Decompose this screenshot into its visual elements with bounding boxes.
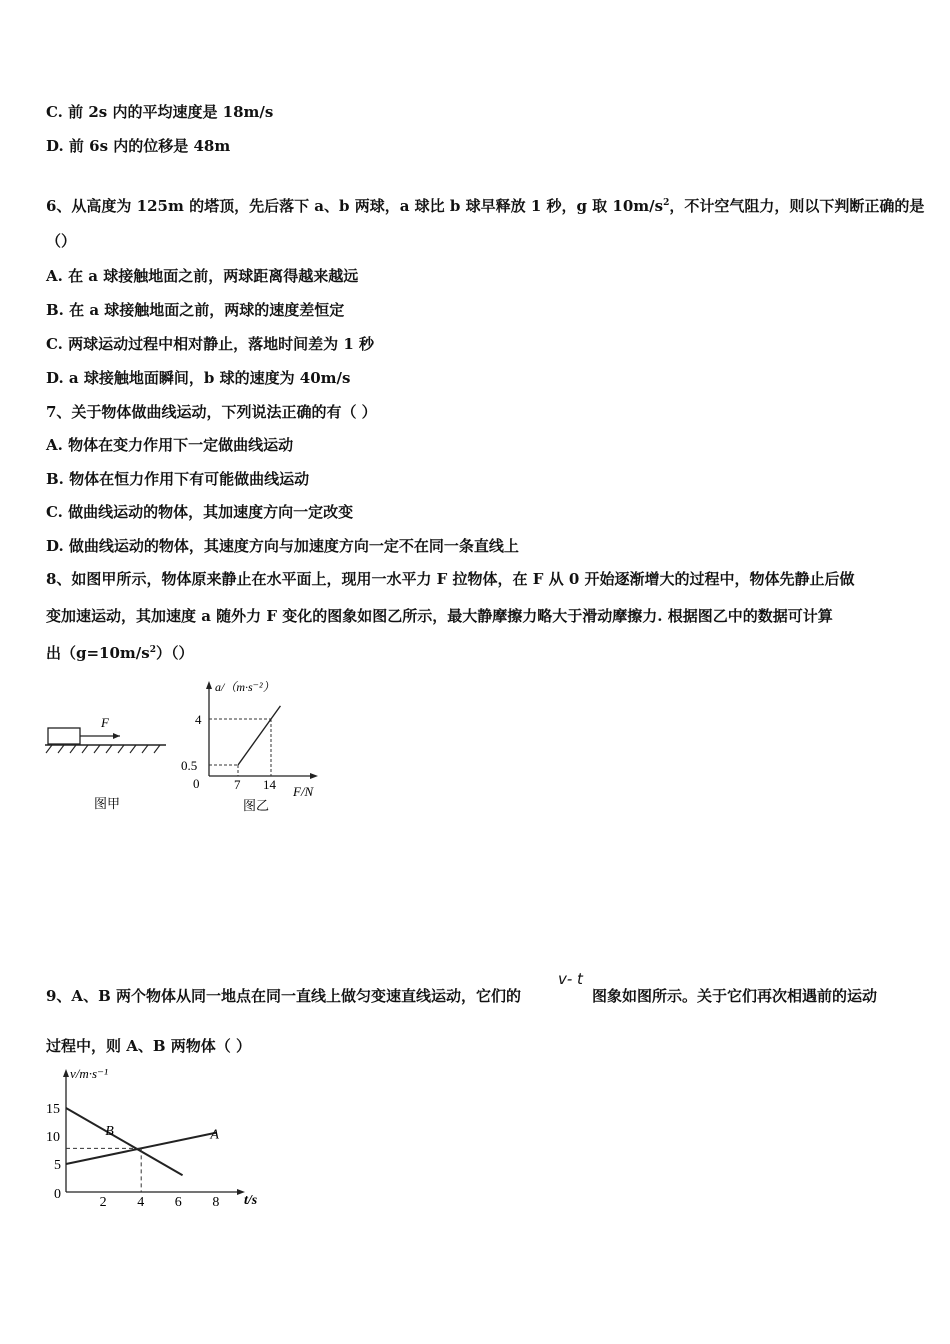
q7-option-a: A. 物体在变力作用下一定做曲线运动: [46, 436, 294, 454]
vt-series-a-label: A: [210, 1127, 219, 1143]
q5-option-d: D. 前 6s 内的位移是 48m: [46, 137, 231, 155]
q7-stem: 7、关于物体做曲线运动，下列说法正确的有（ ）: [46, 403, 377, 421]
vt-xtick-label: 8: [212, 1195, 220, 1210]
yi-series-line: [238, 706, 280, 765]
vt-x-axis-label: t/s: [244, 1193, 258, 1208]
force-arrowhead: [113, 733, 120, 739]
yi-origin-label: 0: [193, 776, 200, 791]
q9-stem-line2: 过程中，则 A、B 两物体（ ）: [46, 1037, 251, 1055]
q5-option-c: C. 前 2s 内的平均速度是 18m/s: [46, 103, 274, 121]
figure-jia: [40, 700, 180, 820]
q7-option-d: D. 做曲线运动的物体，其速度方向与加速度方向一定不在同一条直线上: [46, 537, 519, 555]
q9-stem-part2: 图象如图所示。关于它们再次相遇前的运动: [592, 987, 878, 1005]
q8-superscript: 2: [149, 645, 156, 655]
q7-option-c: C. 做曲线运动的物体，其加速度方向一定改变: [46, 503, 354, 521]
vt-y-axis-label: v/m·s⁻¹: [70, 1066, 108, 1081]
vt-xtick-label: 6: [174, 1195, 182, 1210]
vt-ytick-label: 10: [46, 1130, 60, 1145]
yi-ytick-label: 0.5: [181, 758, 198, 773]
q8-stem-part2: ）（）: [156, 644, 194, 662]
force-label: F: [101, 715, 109, 730]
q8-stem-part1: 出（g=10m/s: [46, 644, 150, 662]
q6-option-b: B. 在 a 球接触地面之前，两球的速度差恒定: [46, 301, 345, 319]
q9-stem-part1: 9、A、B 两个物体从同一地点在同一直线上做匀变速直线运动，它们的: [46, 987, 521, 1005]
q6-superscript: 2: [663, 198, 670, 208]
q6-option-a: A. 在 a 球接触地面之前，两球距离得越来越远: [46, 267, 359, 285]
yi-ytick-label: 4: [195, 712, 202, 727]
q6-option-d: D. a 球接触地面瞬间，b 球的速度为 40m/s: [46, 369, 351, 387]
vt-ytick-label: 15: [46, 1102, 60, 1117]
vt-xtick-label: 4: [137, 1195, 145, 1210]
q6-stem-part1: 6、从高度为 125m 的塔顶，先后落下 a、b 两球，a 球比 b 球早释放 1 秒，g 取 10m/s: [46, 197, 664, 215]
q9-stem-line1: [46, 986, 521, 1006]
vt-xtick-label: 2: [99, 1195, 107, 1210]
yi-y-arrowhead: [206, 681, 212, 689]
vt-ytick-label: 5: [54, 1158, 61, 1173]
yi-x-axis-label: F/N: [293, 784, 314, 799]
figure-yi: [175, 672, 345, 820]
yi-x-arrowhead: [310, 773, 318, 779]
yi-xtick-label: 7: [234, 777, 241, 792]
yi-xtick-label: 14: [263, 777, 276, 792]
q7-option-b: B. 物体在恒力作用下有可能做曲线运动: [46, 470, 310, 488]
yi-y-axis-label: a/（m·s⁻²）: [215, 680, 275, 694]
q6-paren: （）: [46, 232, 77, 250]
figure-vt: [36, 1062, 276, 1214]
caption-jia: 图甲: [94, 796, 121, 811]
q8-stem-line3: [46, 643, 194, 663]
q8-stem-line2: 变加速运动，其加速度 a 随外力 F 变化的图象如图乙所示，最大静摩擦力略大于滑动摩擦力. 根据图乙中的数据可计算: [46, 607, 833, 625]
vt-y-arrowhead: [63, 1069, 69, 1077]
q6-stem: [46, 196, 924, 216]
ground-hatch: [46, 745, 160, 753]
caption-yi: 图乙: [243, 798, 270, 813]
vt-origin-label: 0: [54, 1187, 61, 1202]
block: [48, 728, 80, 744]
q8-stem-line1: 8、如图甲所示，物体原来静止在水平面上，现用一水平力 F 拉物体，在 F 从 0 开始逐渐增大的过程中，物体先静止后做: [46, 570, 855, 588]
q6-option-c: C. 两球运动过程中相对静止，落地时间差为 1 秒: [46, 335, 375, 353]
vt-series-b-line: [66, 1108, 183, 1175]
q6-stem-part2: ，不计空气阻力，则以下判断正确的是: [669, 197, 925, 215]
q9-vt-symbol: v- t: [558, 970, 583, 988]
vt-series-b-label: B: [105, 1123, 114, 1139]
